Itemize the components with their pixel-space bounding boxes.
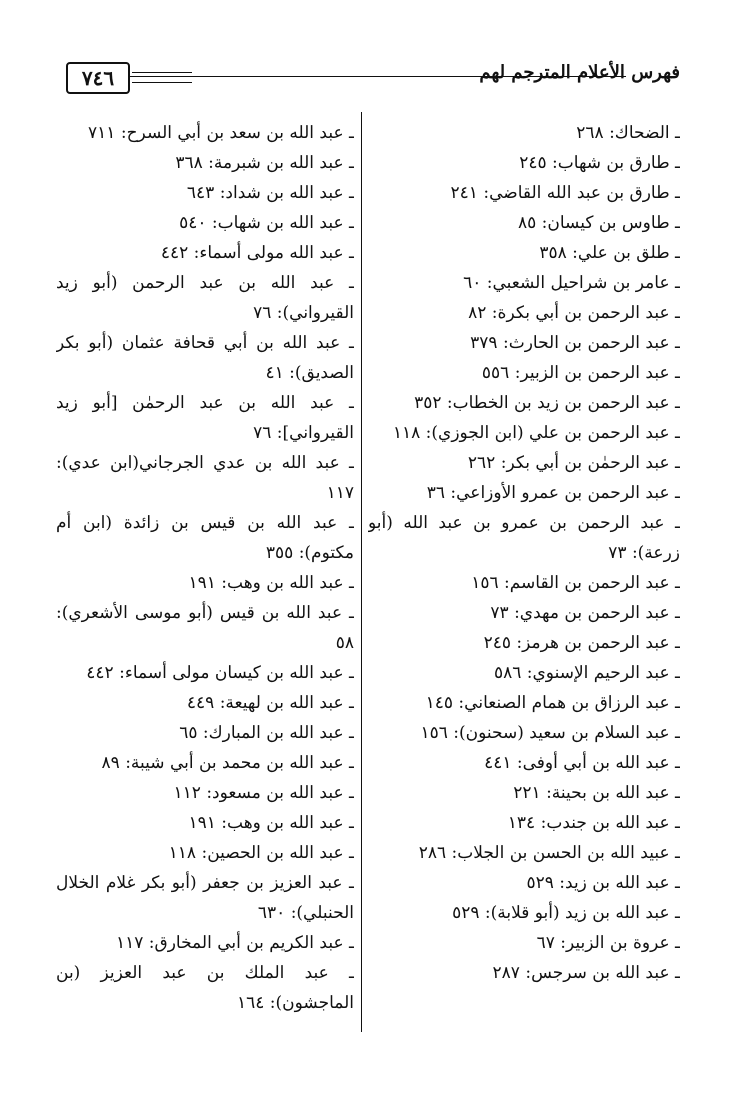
column-divider <box>361 112 362 1032</box>
index-entry: ـ عبد الله بن مسعود: ١١٢ <box>173 783 354 803</box>
index-entry: ـ عبد الرحمن بن عمرو الأوزاعي: ٣٦ <box>426 483 680 503</box>
index-entry: ـ عبد الرحمن بن علي (ابن الجوزي): ١١٨ <box>392 423 680 443</box>
index-entry: ـ عبد الله بن محمد بن أبي شيبة: ٨٩ <box>101 753 354 773</box>
index-entry: ـ عبد السلام بن سعيد (سحنون): ١٥٦ <box>420 723 680 743</box>
index-entry: ـ عبد الله بن عدي الجرجاني(ابن عدي): ١١٧ <box>56 453 354 503</box>
index-entry: ـ عبد الله بن المبارك: ٦٥ <box>179 723 354 743</box>
index-entry: ـ عبد الله بن كيسان مولى أسماء: ٤٤٢ <box>86 663 354 683</box>
index-entry: ـ عبد الله مولى أسماء: ٤٤٢ <box>160 243 354 263</box>
index-entry: ـ طارق بن عبد الله القاضي: ٢٤١ <box>450 183 680 203</box>
index-entry: ـ عامر بن شراحيل الشعبي: ٦٠ <box>463 273 680 293</box>
index-entry: ـ عبد الملك بن عبد العزيز (بن الماجشون): ١٦٤ <box>56 963 354 1013</box>
index-entry: ـ عبد الرحمن بن أبي بكرة: ٨٢ <box>468 303 680 323</box>
index-entry: ـ عبد العزيز بن جعفر (أبو بكر غلام الخلال الحنبلي): ٦٣٠ <box>56 873 354 923</box>
index-entry: ـ عروة بن الزبير: ٦٧ <box>536 933 680 953</box>
index-entry: ـ طاوس بن كيسان: ٨٥ <box>518 213 680 233</box>
index-entry: ـ عبد الله بن عبد الرحمن (أبو زيد القيرواني): ٧٦ <box>56 273 354 323</box>
index-entry: ـ عبد الرحمن بن القاسم: ١٥٦ <box>471 573 680 593</box>
index-entry: ـ عبد الله بن وهب: ١٩١ <box>188 573 354 593</box>
index-entry: ـ عبد الله بن وهب: ١٩١ <box>188 813 354 833</box>
index-entry: ـ عبد الله بن قيس (أبو موسى الأشعري): ٥٨ <box>56 603 354 653</box>
index-entry: ـ عبد الرحمن بن زيد بن الخطاب: ٣٥٢ <box>414 393 680 413</box>
index-entry: ـ عبد الرحمٰن بن أبي بكر: ٢٦٢ <box>467 453 680 473</box>
index-entry: ـ عبد الرزاق بن همام الصنعاني: ١٤٥ <box>425 693 680 713</box>
index-entry: ـ عبد الله بن لهيعة: ٤٤٩ <box>186 693 354 713</box>
index-entry: ـ عبد الله بن سعد بن أبي السرح: ٧١١ <box>88 123 354 143</box>
index-entry: ـ عبد الرحمن بن الزبير: ٥٥٦ <box>481 363 680 383</box>
index-entry: ـ عبد الله بن أبي أوفى: ٤٤١ <box>484 753 680 773</box>
index-entry: ـ عبد الله بن سرجس: ٢٨٧ <box>492 963 680 983</box>
index-entry: ـ عبد الله بن شداد: ٦٤٣ <box>186 183 354 203</box>
index-entry: ـ عبد الله بن زيد (أبو قلابة): ٥٢٩ <box>452 903 680 923</box>
index-entry: ـ عبد الرحمن بن الحارث: ٣٧٩ <box>470 333 680 353</box>
index-entry: ـ عبد الله بن الحصين: ١١٨ <box>168 843 354 863</box>
index-entry: ـ عبد الرحمن بن مهدي: ٧٣ <box>490 603 680 623</box>
index-entry: ـ عبد الله بن بحينة: ٢٢١ <box>513 783 680 803</box>
index-entry: ـ عبد الله بن عبد الرحمٰن [أبو زيد القيرواني]: ٧٦ <box>56 393 354 443</box>
index-entry: ـ طلق بن علي: ٣٥٨ <box>539 243 680 263</box>
index-entry: ـ عبد الرحمن بن عمرو بن عبد الله (أبو زرعة): ٧٣ <box>368 513 680 563</box>
index-entry: ـ عبد الرحمن بن هرمز: ٢٤٥ <box>483 633 680 653</box>
index-entry: ـ عبد الله بن زيد: ٥٢٩ <box>526 873 680 893</box>
page-title: فهرس الأعلام المترجم لهم <box>479 62 680 83</box>
index-entry: ـ عبد الله بن جندب: ١٣٤ <box>507 813 680 833</box>
index-entry: ـ طارق بن شهاب: ٢٤٥ <box>519 153 680 173</box>
index-entry: ـ عبد الله بن شهاب: ٥٤٠ <box>179 213 354 233</box>
index-entry: ـ عبد الله بن قيس بن زائدة (ابن أم مكتوم): ٣٥٥ <box>56 513 354 563</box>
index-column-right <box>368 118 680 988</box>
index-entry: ـ عبد الكريم بن أبي المخارق: ١١٧ <box>115 933 354 953</box>
index-entry: ـ عبيد الله بن الحسن بن الجلاب: ٢٨٦ <box>418 843 680 863</box>
header-ornament <box>132 72 192 83</box>
index-entry: ـ عبد الله بن شبرمة: ٣٦٨ <box>175 153 354 173</box>
index-entry: ـ الضحاك: ٢٦٨ <box>576 123 680 143</box>
index-entry: ـ عبد الرحيم الإسنوي: ٥٨٦ <box>493 663 680 683</box>
page-header <box>66 60 680 110</box>
index-column-left <box>56 118 354 1018</box>
index-entry: ـ عبد الله بن أبي قحافة عثمان (أبو بكر الصديق): ٤١ <box>56 333 354 383</box>
page-number: ٧٤٦ <box>66 62 130 94</box>
